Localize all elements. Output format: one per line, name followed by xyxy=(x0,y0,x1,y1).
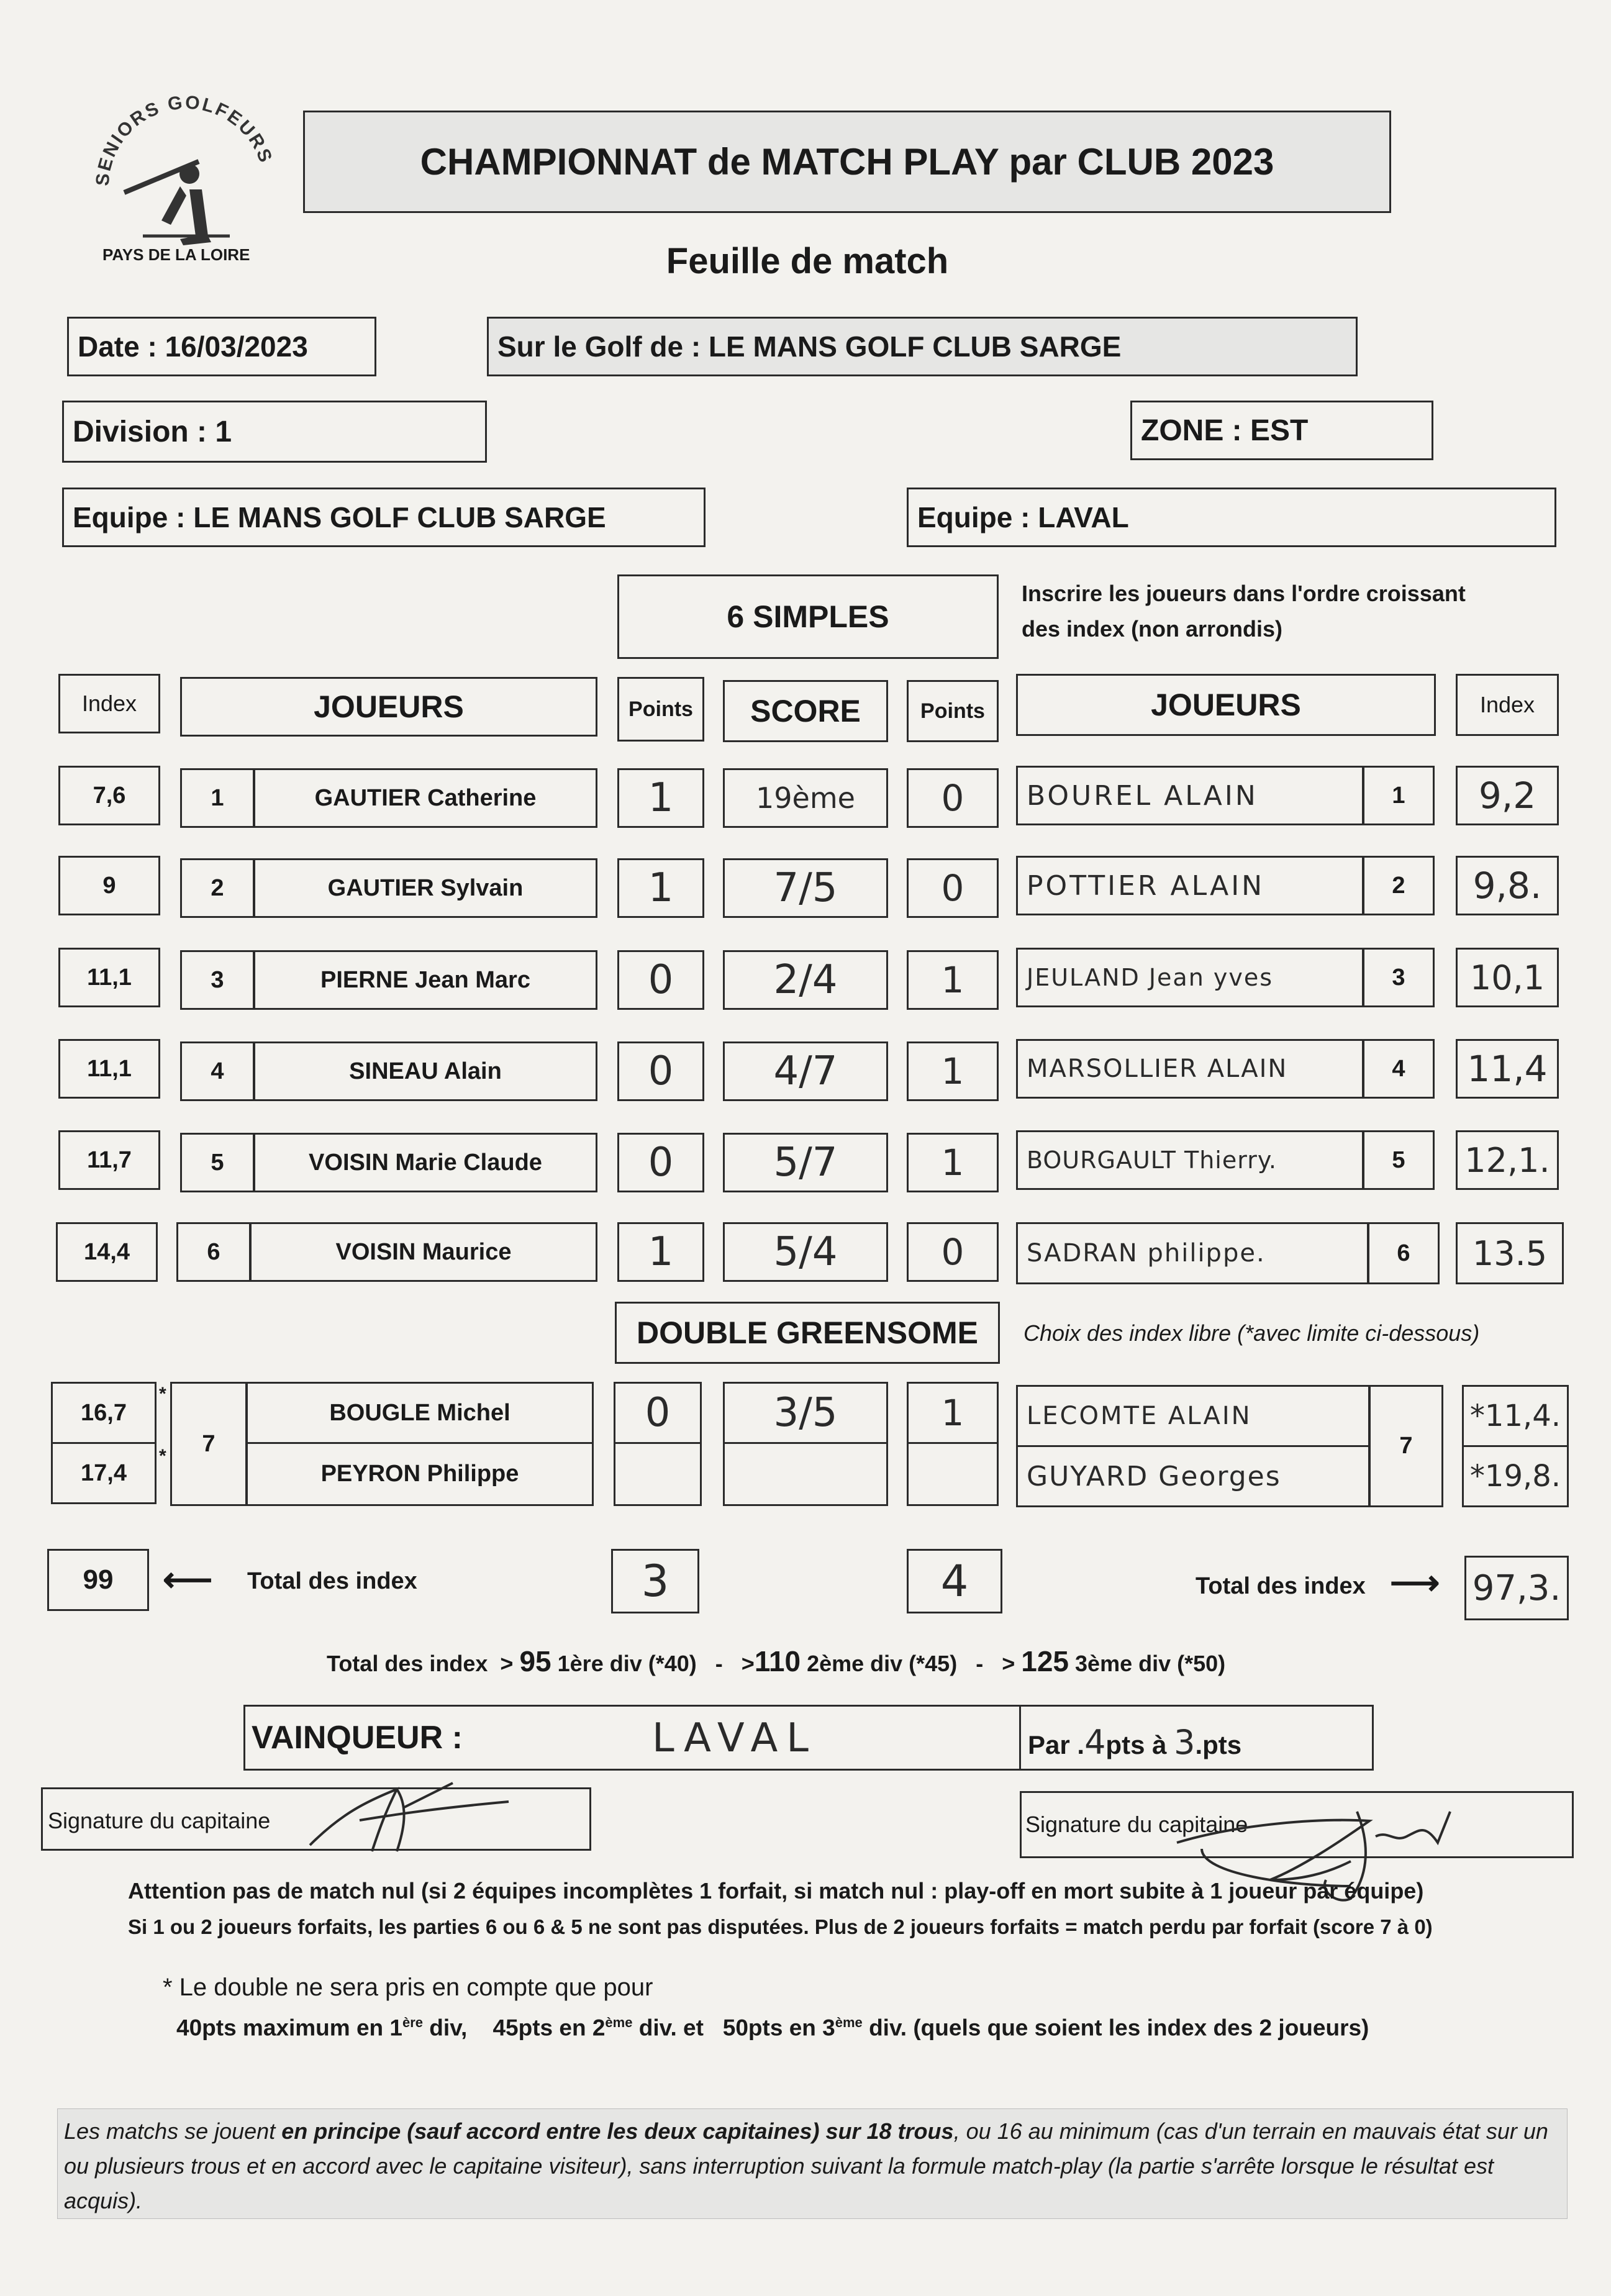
points-right: 0 xyxy=(907,768,999,828)
signature-left-label: Signature du capitaine xyxy=(48,1808,271,1833)
player-number-right: 3 xyxy=(1363,948,1435,1007)
player-number-right: 6 xyxy=(1368,1222,1440,1284)
player-number: 3 xyxy=(180,950,255,1010)
index-right: 13.5 xyxy=(1456,1222,1564,1284)
total-index-label-right: Total des index xyxy=(1196,1573,1366,1599)
player-number-right: 2 xyxy=(1363,856,1435,915)
double-star-2: * xyxy=(159,1446,166,1466)
winner-pts-end: .pts xyxy=(1195,1730,1242,1759)
double-rule-a-end: div, xyxy=(423,2015,468,2041)
points-right: 1 xyxy=(907,950,999,1010)
double-note: Choix des index libre (*avec limite ci-dessous) xyxy=(1023,1320,1480,1346)
limits-gt-2: > xyxy=(741,1651,755,1676)
player-name-left: PIERNE Jean Marc xyxy=(253,950,597,1010)
subtitle: Feuille de match xyxy=(666,240,949,281)
index-left: 11,1 xyxy=(58,948,160,1007)
limits-text-1: 1ère div (*40) xyxy=(557,1651,697,1676)
double-rule-c-end: div. (quels que soient les index des 2 joueurs) xyxy=(862,2015,1369,2041)
double-index-right-1: *11,4. xyxy=(1462,1385,1569,1447)
division-field: Division : 1 xyxy=(62,401,487,463)
score: 4/7 xyxy=(723,1041,888,1101)
score: 5/4 xyxy=(723,1222,888,1282)
rules-line-2: Si 1 ou 2 joueurs forfaits, les parties 6 ou 6 & 5 ne sont pas disputées. Plus de 2 joueurs forfaits = match perdu par forfait (score 7 à 0) xyxy=(128,1915,1433,1938)
total-index-left: 99 xyxy=(47,1549,149,1611)
team-left: Equipe : LE MANS GOLF CLUB SARGE xyxy=(62,488,706,547)
player-name-left: GAUTIER Catherine xyxy=(253,768,597,828)
player-name-right: BOURGAULT Thierry. xyxy=(1016,1130,1364,1190)
double-rule-c: 50pts en 3 xyxy=(722,2015,835,2041)
footer-note xyxy=(57,2108,1568,2219)
score: 2/4 xyxy=(723,950,888,1010)
limits-gt-1: > xyxy=(500,1651,514,1676)
double-points-right-empty xyxy=(907,1442,999,1506)
player-number-right: 4 xyxy=(1363,1039,1435,1099)
score: 5/7 xyxy=(723,1133,888,1192)
signature-left-box xyxy=(41,1787,591,1851)
date-field: Date : 16/03/2023 xyxy=(67,317,376,376)
player-name-left: VOISIN Marie Claude xyxy=(253,1133,597,1192)
index-left: 14,4 xyxy=(56,1222,158,1282)
simples-label: 6 SIMPLES xyxy=(617,574,999,659)
page-title: CHAMPIONNAT de MATCH PLAY par CLUB 2023 xyxy=(420,141,1274,183)
index-left: 7,6 xyxy=(58,766,160,825)
winner-par: Par . xyxy=(1028,1730,1085,1759)
double-rule-a: 40pts maximum en 1 xyxy=(176,2015,402,2041)
player-name-right: MARSOLLIER ALAIN xyxy=(1016,1039,1364,1099)
score: 19ème xyxy=(723,768,888,828)
index-right: 12,1. xyxy=(1456,1130,1559,1190)
winner-score xyxy=(1028,1723,1241,1762)
winner-box xyxy=(243,1705,1374,1771)
double-rule-line-1: * Le double ne sera pris en compte que pour xyxy=(163,1974,653,2001)
double-index-left-2: 17,4 xyxy=(51,1442,157,1504)
title-box xyxy=(303,111,1391,213)
double-points-right: 1 xyxy=(907,1382,999,1444)
logo-region-text: PAYS DE LA LOIRE xyxy=(102,245,250,264)
points-left: 1 xyxy=(617,1222,704,1282)
points-left: 1 xyxy=(617,768,704,828)
header-joueurs-right: JOUEURS xyxy=(1016,674,1436,736)
header-index-left: Index xyxy=(58,674,160,733)
points-right: 1 xyxy=(907,1133,999,1192)
header-points-left: Points xyxy=(617,677,704,742)
score: 7/5 xyxy=(723,858,888,918)
index-right: 9,2 xyxy=(1456,766,1559,825)
winner-points-loser: 3 xyxy=(1174,1723,1196,1762)
signature-left-scribble-icon xyxy=(304,1777,540,1858)
index-right: 10,1 xyxy=(1456,948,1559,1007)
limits-num-1: 95 xyxy=(519,1645,551,1677)
zone-field: ZONE : EST xyxy=(1130,401,1433,460)
points-left: 0 xyxy=(617,950,704,1010)
double-points-left: 0 xyxy=(614,1382,702,1444)
total-points-right: 4 xyxy=(907,1549,1002,1613)
limits-text-2: 2ème div (*45) xyxy=(807,1651,958,1676)
double-score-empty xyxy=(723,1442,888,1506)
simples-note-1: Inscrire les joueurs dans l'ordre croissant xyxy=(1022,581,1466,606)
limits-gt-3: > xyxy=(1002,1651,1015,1676)
header-joueurs-left: JOUEURS xyxy=(180,677,597,737)
limits-sep-1: - xyxy=(715,1651,723,1676)
index-left: 11,7 xyxy=(58,1130,160,1190)
player-name-left: GAUTIER Sylvain xyxy=(253,858,597,918)
winner-points-winner: 4 xyxy=(1084,1723,1106,1762)
index-left: 11,1 xyxy=(58,1039,160,1099)
logo xyxy=(87,87,286,273)
double-label: DOUBLE GREENSOME xyxy=(615,1302,1000,1364)
winner-divider xyxy=(1019,1707,1021,1769)
arrow-left-icon: ⟵ xyxy=(163,1559,213,1599)
points-left: 0 xyxy=(617,1133,704,1192)
team-right: Equipe : LAVAL xyxy=(907,488,1556,547)
header-score: SCORE xyxy=(723,680,888,742)
player-name-right: BOUREL ALAIN xyxy=(1016,766,1364,825)
limits-sep-2: - xyxy=(976,1651,984,1676)
header-index-right: Index xyxy=(1456,674,1559,736)
double-number-right: 7 xyxy=(1369,1385,1443,1507)
double-name-right-1: LECOMTE ALAIN xyxy=(1016,1385,1370,1447)
player-name-right: JEULAND Jean yves xyxy=(1016,948,1364,1007)
player-number: 5 xyxy=(180,1133,255,1192)
double-points-left-empty xyxy=(614,1442,702,1506)
simples-note-2: des index (non arrondis) xyxy=(1022,616,1283,642)
player-number-right: 5 xyxy=(1363,1130,1435,1190)
player-name-right: POTTIER ALAIN xyxy=(1016,856,1364,915)
double-name-left-2: PEYRON Philippe xyxy=(246,1442,594,1506)
winner-label: VAINQUEUR : xyxy=(252,1720,463,1756)
player-name-right: SADRAN philippe. xyxy=(1016,1222,1369,1284)
points-left: 1 xyxy=(617,858,704,918)
points-right: 0 xyxy=(907,858,999,918)
index-right: 11,4 xyxy=(1456,1039,1559,1099)
double-number: 7 xyxy=(170,1382,247,1506)
double-name-left-1: BOUGLE Michel xyxy=(246,1382,594,1444)
points-right: 0 xyxy=(907,1222,999,1282)
signature-right-box xyxy=(1020,1791,1574,1858)
player-number-right: 1 xyxy=(1363,766,1435,825)
limits-num-3: 125 xyxy=(1021,1645,1069,1677)
points-left: 0 xyxy=(617,1041,704,1101)
player-number: 2 xyxy=(180,858,255,918)
limits-prefix: Total des index xyxy=(327,1651,488,1676)
points-right: 1 xyxy=(907,1041,999,1101)
double-score: 3/5 xyxy=(723,1382,888,1444)
winner-value: LAVAL xyxy=(652,1715,817,1761)
double-star-1: * xyxy=(159,1384,166,1404)
header-points-right: Points xyxy=(907,680,999,742)
player-name-left: SINEAU Alain xyxy=(253,1041,597,1101)
limits-text-3: 3ème div (*50) xyxy=(1075,1651,1226,1676)
double-rule-a-sup: ère xyxy=(402,2015,424,2030)
double-rule-c-sup: ème xyxy=(835,2015,863,2030)
player-number: 6 xyxy=(176,1222,251,1282)
signature-right-label: Signature du capitaine xyxy=(1025,1812,1248,1837)
limits-num-2: 110 xyxy=(754,1645,801,1677)
double-name-right-2: GUYARD Georges xyxy=(1016,1445,1370,1507)
golf-field: Sur le Golf de : LE MANS GOLF CLUB SARGE xyxy=(487,317,1358,376)
total-points-left: 3 xyxy=(611,1549,699,1613)
double-rule-b: 45pts en 2 xyxy=(492,2015,606,2041)
footer-text-c: , ou 16 au minimum (cas d'un terrain en mauvais état sur un ou plusieurs trous et en accord avec le capitaine visiteur), sans interruption suivant la formule match-play (la partie s'arrête lorsque le résultat est acquis). xyxy=(64,2118,1548,2213)
double-rule-b-end: div. et xyxy=(632,2015,704,2041)
total-index-right: 97,3. xyxy=(1464,1556,1569,1620)
arrow-right-icon: ⟶ xyxy=(1390,1563,1440,1602)
logo-arc-text: SENIORS GOLFEURS xyxy=(92,92,277,187)
total-index-label-left: Total des index xyxy=(247,1568,417,1594)
index-left: 9 xyxy=(58,856,160,915)
double-index-left-1: 16,7 xyxy=(51,1382,157,1444)
index-limits xyxy=(327,1645,1320,1678)
double-rule-line-2 xyxy=(176,2015,1574,2041)
footer-text-a: Les matchs se jouent xyxy=(64,2118,282,2144)
rules-line-1: Attention pas de match nul (si 2 équipes incomplètes 1 forfait, si match nul : play-off en mort subite à 1 joueur par équipe) xyxy=(128,1878,1424,1904)
double-index-right-2: *19,8. xyxy=(1462,1445,1569,1507)
footer-text-b: en principe (sauf accord entre les deux capitaines) sur 18 trous xyxy=(281,2118,954,2144)
index-right: 9,8. xyxy=(1456,856,1559,915)
player-name-left: VOISIN Maurice xyxy=(250,1222,597,1282)
player-number: 4 xyxy=(180,1041,255,1101)
player-number: 1 xyxy=(180,768,255,828)
winner-pts-a: pts à xyxy=(1105,1730,1167,1759)
double-rule-b-sup: ème xyxy=(605,2015,633,2030)
